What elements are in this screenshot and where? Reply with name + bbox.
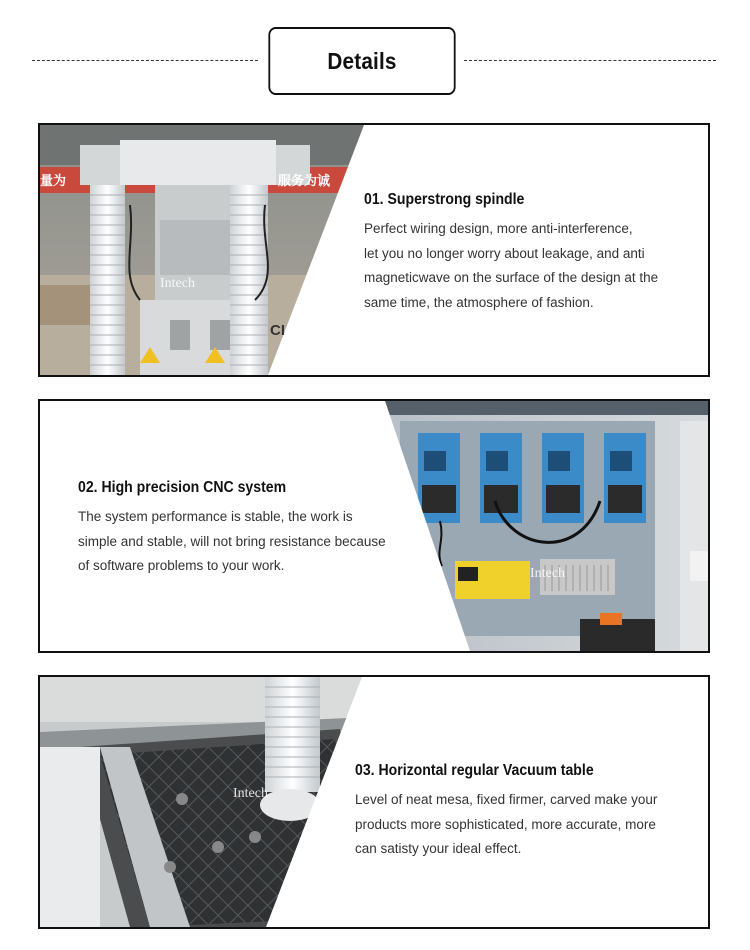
vacuum-photo-watermark: Intech — [233, 786, 268, 801]
body-line: Perfect wiring design, more anti-interference, — [364, 221, 633, 236]
body-line: of software problems to your work. — [78, 558, 285, 573]
spindle-photo-label: CI — [270, 322, 285, 339]
section-body-cnc-system — [78, 505, 386, 579]
header-divider-right — [464, 60, 716, 61]
section-heading-vacuum-table: 03. Horizontal regular Vacuum table — [355, 762, 594, 779]
section-spindle — [38, 123, 710, 377]
page-title: Details — [268, 27, 455, 95]
spindle-photo-sign-right: 服务为诚 — [278, 174, 331, 189]
section-body-spindle — [364, 217, 658, 315]
section-cnc-system — [38, 399, 710, 653]
section-vacuum-table — [38, 675, 710, 929]
section-heading-cnc-system: 02. High precision CNC system — [78, 479, 287, 496]
spindle-photo-sign-left: 量为 — [40, 174, 67, 189]
body-line: products more sophisticated, more accurate, more — [355, 816, 656, 832]
header-divider-left — [32, 60, 258, 61]
cnc-photo-watermark: Intech — [530, 566, 565, 581]
body-line: simple and stable, will not bring resistance because — [78, 533, 386, 549]
body-line: same time, the atmosphere of fashion. — [364, 294, 594, 310]
section-heading-spindle: 01. Superstrong spindle — [364, 191, 525, 208]
body-line: Level of neat mesa, fixed firmer, carved make your — [355, 792, 658, 807]
body-line: let you no longer worry about leakage, and anti — [364, 245, 645, 261]
section-body-vacuum-table — [355, 788, 657, 862]
body-line: can satisty your ideal effect. — [355, 841, 522, 856]
body-line: magneticwave on the surface of the design at the — [364, 270, 659, 285]
spindle-photo-watermark: Intech — [160, 276, 195, 291]
body-line: The system performance is stable, the work is — [78, 509, 353, 524]
